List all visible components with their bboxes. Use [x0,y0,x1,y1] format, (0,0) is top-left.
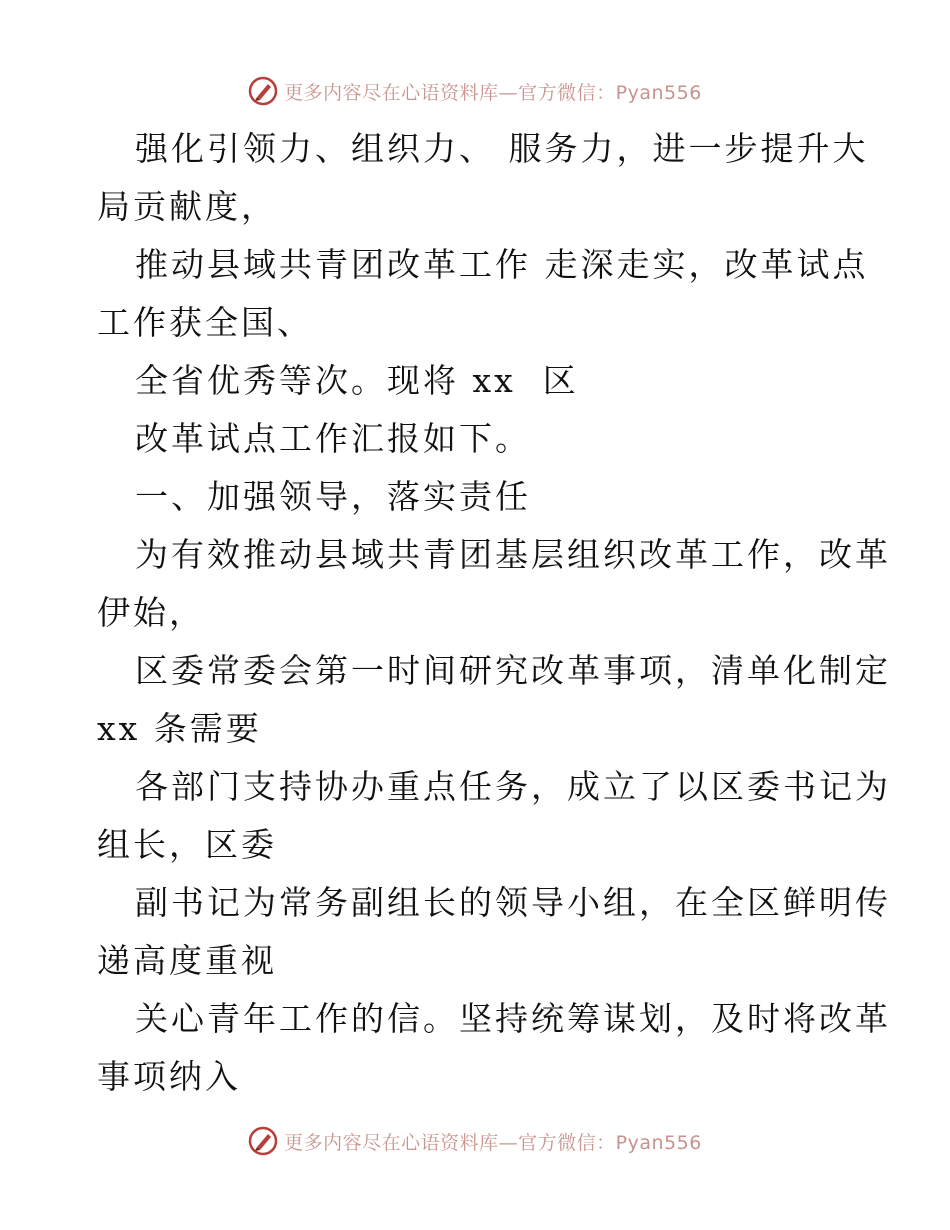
watermark-label: 更多内容尽在心语资料库—官方微信： [284,1131,616,1154]
paragraph-1 [97,120,869,236]
pen-logo-icon [248,76,278,106]
paragraph-line: 强化引领力、组织力、 服务力，进一步提升大 [135,129,869,168]
paragraph-8 [97,758,891,874]
paragraph-continuation: 局贡献度， [97,187,277,226]
paragraph-2 [97,236,869,352]
watermark-wechat-id: Pyan556 [615,81,702,104]
watermark-label: 更多内容尽在心语资料库—官方微信： [284,81,616,104]
paragraph-4 [97,410,857,468]
paragraph-continuation: 事项纳入 [97,1057,241,1096]
paragraph-10 [97,990,891,1106]
pen-logo-icon [248,1126,278,1156]
watermark-wechat-id: Pyan556 [615,1131,702,1154]
paragraph-continuation: 组长，区委 [97,825,277,864]
paragraph-continuation: 伊始， [97,593,205,632]
paragraph-line: 关心青年工作的信。坚持统筹谋划，及时将改革 [135,999,891,1038]
paragraph-continuation: 工作获全国、 [97,303,313,342]
paragraph-line: 各部门支持协办重点任务，成立了以区委书记为 [135,767,891,806]
header-watermark [0,74,950,108]
paragraph-line: 全省优秀等次。现将 xx 区 [135,361,579,400]
paragraph-continuation: 递高度重视 [97,941,277,980]
paragraph-6 [97,526,891,642]
paragraph-line: 为有效推动县域共青团基层组织改革工作，改革 [135,535,891,574]
watermark-text [284,78,702,105]
paragraph-line: 区委常委会第一时间研究改革事项，清单化制定 [135,651,891,690]
paragraph-line: 副书记为常务副组长的领导小组，在全区鲜明传 [135,883,891,922]
paragraph-continuation: xx 条需要 [97,709,262,748]
paragraph-7 [97,642,891,758]
document-body [97,120,891,1106]
paragraph-line: 改革试点工作汇报如下。 [135,419,531,458]
footer-watermark [0,1124,950,1158]
paragraph-3 [97,352,857,410]
paragraph-line: 推动县域共青团改革工作 走深走实，改革试点 [135,245,869,284]
heading-line: 一、加强领导，落实责任 [135,477,531,516]
section-heading [97,468,857,526]
watermark-text [284,1128,702,1155]
paragraph-9 [97,874,891,990]
